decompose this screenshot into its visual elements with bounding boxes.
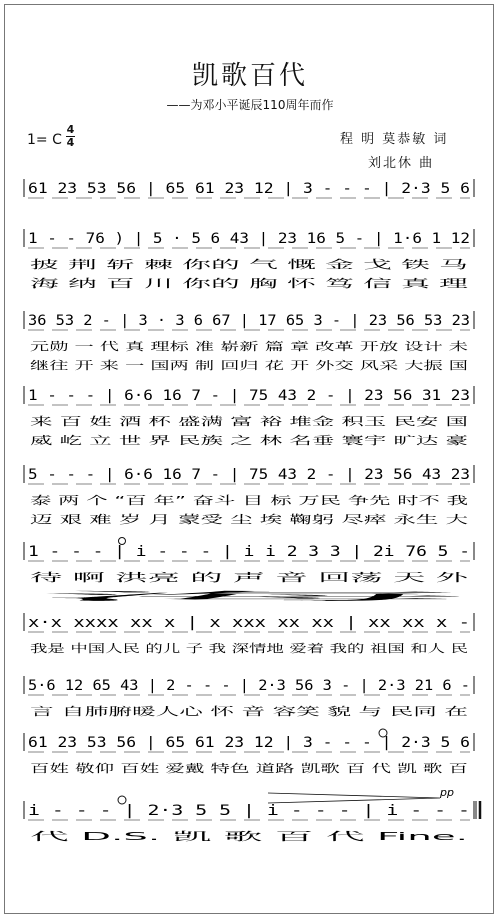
- notation-line: i - - - | 2·3 5 5 | i - - - | i - - -: [28, 803, 470, 819]
- song-subtitle: ——为邓小平诞辰110周年而作: [166, 98, 334, 112]
- lyric-line: 海: [30, 590, 41, 603]
- lyric-line: 来 百 姓 酒 杯 盛满 富 裕 堆金 积玉 民安 国: [30, 415, 245, 428]
- lyric-line: 泰 两 个 “百 年” 奋斗 目 标 万民 争先 时不 我: [30, 494, 256, 507]
- song-title: 凯歌百代: [191, 61, 308, 91]
- notation-line: 1 - - 76 ) | 5 · 5 6 43 | 23 16 5 - | 1·6 1 12: [28, 231, 470, 247]
- notation-line: 1 - - - | i - - - | i i 2 3 3 | 2i 76 5 -: [28, 544, 470, 560]
- composer-credit: 刘北休 曲: [368, 156, 435, 171]
- notation-line: 5 - - - | 6·6 16 7 - | 75 43 2 - | 23 56 43 23: [28, 467, 470, 483]
- lyric-line: 迈 艰 难 岁 月 蒙受 尘 埃 鞠躬 尽瘁 永生 大: [30, 513, 245, 526]
- key-signature: 1= C: [27, 132, 62, 148]
- lyric-line: 言 自肺腑暖人心 怀 音 容笑 貌 与 民同 在: [30, 705, 234, 718]
- lyric-line: 代 D.S. 凯 歌 百 代 Fine.: [30, 830, 155, 843]
- lyric-line: 威 屹 立 世 界 民族 之 林 名垂 寰宇 旷达 豪: [30, 434, 245, 447]
- notation-line: x·x xxxx xx x | x xxx xx xx | xx xx x -: [28, 615, 470, 631]
- lyric-line: 披 荆 斩 棘 你的 气 慨 金 戈 铁 马: [30, 258, 197, 271]
- notation-line: 1 - - - | 6·6 16 7 - | 75 43 2 - | 23 56 31 23: [28, 388, 470, 404]
- meter-top: 4: [66, 123, 75, 136]
- lyric-line: 元勋 一 代 真 理标 准 崭新 篇 章 改革 开放 设计 未: [30, 340, 281, 353]
- lyric-line: 待 啊 洪亮 的 声 音 回荡 天 外: [30, 571, 179, 584]
- decrescendo-hairpin: [268, 793, 440, 803]
- notation-line: 61 23 53 56 | 65 61 23 12 | 3 - - - | 2·3 5 6: [28, 735, 470, 751]
- notation-line: 5·6 12 65 43 | 2 - - - | 2·3 56 3 - | 2·3 21 6 -: [28, 678, 470, 694]
- lyricist-credit: 程 明 莫恭敏 词: [340, 132, 449, 147]
- notation-line: 36 53 2 - | 3 · 3 6 67 | 17 65 3 - | 23 56 53 23: [28, 313, 470, 329]
- meter-bottom: 4: [66, 136, 75, 149]
- lyric-line: 海 纳 百 川 你的 胸 怀 笃 信 真 理: [30, 277, 197, 290]
- lyric-line: 百姓 敬仰 百姓 爱戴 特色 道路 凯歌 百 代 凯 歌 百: [30, 762, 278, 775]
- dynamic-marking: pp: [440, 786, 454, 799]
- notation-line: 61 23 53 56 | 65 61 23 12 | 3 - - - | 2·3 5 6: [28, 181, 470, 197]
- lyric-line: 我是 中国人民 的儿 子 我 深情地 爱着 我的 祖国 和人 民: [30, 642, 307, 655]
- lyric-line: 继往 开 来 一 国两 制 回归 花 开 外交 风采 大振 国: [30, 359, 281, 372]
